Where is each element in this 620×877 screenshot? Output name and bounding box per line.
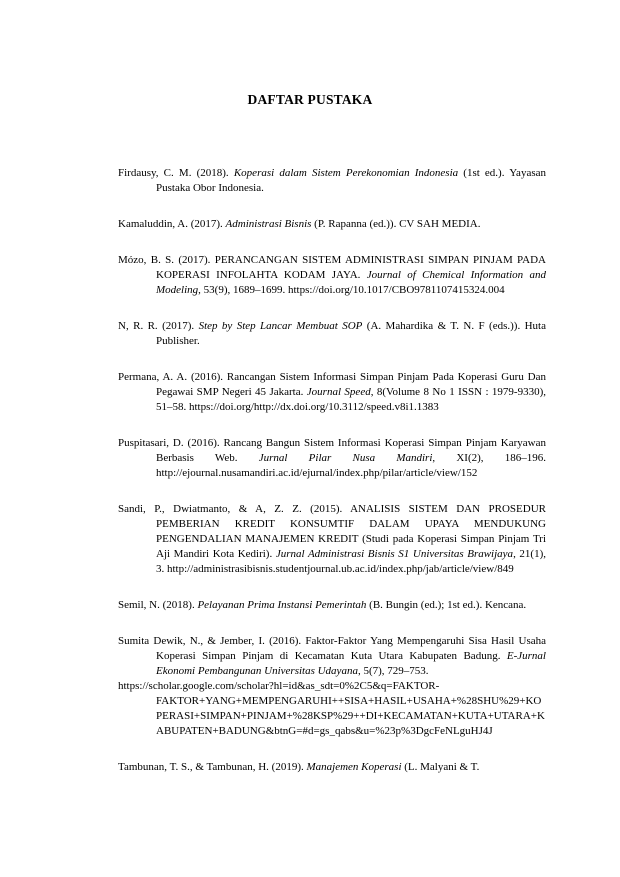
reference-item bbox=[118, 502, 546, 577]
reference-list bbox=[118, 155, 546, 775]
reference-text: , 8(Volume 8 No 1 ISSN : 1979-9330), 51–58. https://doi.org/http://dx.doi.org/10.3112/speed.v8i1.1383 bbox=[156, 386, 546, 413]
reference-item bbox=[118, 598, 546, 613]
reference-item bbox=[118, 166, 546, 196]
reference-text: Kamaluddin, A. (2017). bbox=[118, 218, 226, 230]
reference-text: Sandi, P., Dwiatmanto, & A, Z. Z. (2015). ANALISIS SISTEM DAN PROSEDUR PEMBERIAN KREDIT KONSUMTIF DALAM UPAYA MENDUKUNG PENGENDALIAN MANAJEMEN KREDIT (Studi pada Koperasi Simpan Pinjam Tri Aji Mandiri Kota Kediri). bbox=[118, 503, 546, 560]
reference-text: Sumita Dewik, N., & Jember, I. (2016). Faktor-Faktor Yang Mempengaruhi Sisa Hasil Usaha Koperasi Simpan Pinjam di Kecamatan Kuta Utara Kabupaten Badung. bbox=[118, 635, 546, 662]
reference-text: (A. Mahardika & T. N. F (eds.)). Huta Publisher. bbox=[156, 320, 546, 347]
reference-text: (P. Rapanna (ed.)). CV SAH MEDIA. bbox=[311, 218, 481, 230]
reference-title: Koperasi dalam Sistem Perekonomian Indonesia bbox=[233, 167, 459, 179]
reference-item bbox=[118, 436, 546, 481]
reference-text: , XI(2), 186–196. http://ejournal.nusamandiri.ac.id/ejurnal/index.php/pilar/article/view/152 bbox=[156, 452, 546, 479]
reference-item bbox=[118, 370, 546, 415]
reference-item bbox=[118, 760, 546, 775]
reference-title: Manajemen Koperasi bbox=[306, 761, 402, 773]
reference-title: Jurnal Administrasi Bisnis S1 Universitas Brawijaya bbox=[275, 548, 514, 560]
reference-text: , 53(9), 1689–1699. https://doi.org/10.1017/CBO9781107415324.004 bbox=[198, 284, 505, 296]
reference-text: (1st ed.). Yayasan Pustaka Obor Indonesia. bbox=[156, 167, 546, 194]
reference-text: Permana, A. A. (2016). Rancangan Sistem Informasi Simpan Pinjam Pada Koperasi Guru Dan Pegawai SMP Negeri 45 Jakarta. bbox=[118, 371, 546, 398]
reference-text: Semil, N. (2018). bbox=[118, 599, 198, 611]
reference-text: N, R. R. (2017). bbox=[118, 320, 199, 332]
reference-title: Pelayanan Prima Instansi Pemerintah bbox=[197, 599, 367, 611]
reference-text: , 21(1), 3. http://administrasibisnis.studentjournal.ub.ac.id/index.php/jab/article/view/849 bbox=[156, 548, 546, 575]
reference-item bbox=[118, 319, 546, 349]
reference-title: E-Jurnal Ekonomi Pembangunan Universitas Udayana bbox=[156, 650, 546, 677]
reference-text: Tambunan, T. S., & Tambunan, H. (2019). bbox=[118, 761, 307, 773]
reference-url[interactable]: https://scholar.google.com/scholar?hl=id&as_sdt=0%2C5&q=FAKTOR-FAKTOR+YANG+MEMPENGARUHI++SISA+HASIL+USAHA+%28SHU%29+KOPERASI+SIMPAN+PINJAM+%28KSP%29++DI+KECAMATAN+KUTA+UTARA+KABUPATEN+BADUNG&btnG=#d=gs_qabs&u=%23p%3DgcFeNLguHJ4J bbox=[118, 680, 545, 737]
reference-text: , 5(7), 729–753. bbox=[357, 665, 429, 677]
reference-item bbox=[118, 253, 546, 298]
reference-text: Firdausy, C. M. (2018). bbox=[118, 167, 234, 179]
reference-text: (B. Bungin (ed.); 1st ed.). Kencana. bbox=[366, 599, 527, 611]
reference-title: Step by Step Lancar Membuat SOP bbox=[198, 320, 363, 332]
reference-text: Mózo, B. S. (2017). PERANCANGAN SISTEM ADMINISTRASI SIMPAN PINJAM PADA KOPERASI INFOLAHTA KODAM JAYA. bbox=[118, 254, 546, 281]
reference-title: Administrasi Bisnis bbox=[225, 218, 312, 230]
reference-title: Jurnal Pilar Nusa Mandiri bbox=[258, 452, 433, 464]
reference-item bbox=[118, 217, 546, 232]
reference-text: (L. Malyani & T. bbox=[401, 761, 480, 773]
page-title: DAFTAR PUSTAKA bbox=[247, 92, 373, 107]
reference-text: Puspitasari, D. (2016). Rancang Bangun Sistem Informasi Koperasi Simpan Pinjam Karyawan Berbasis Web. bbox=[118, 437, 546, 464]
reference-title: Journal Speed bbox=[306, 386, 371, 398]
reference-title: Journal of Chemical Information and Modeling bbox=[156, 269, 546, 296]
reference-item bbox=[118, 634, 546, 739]
